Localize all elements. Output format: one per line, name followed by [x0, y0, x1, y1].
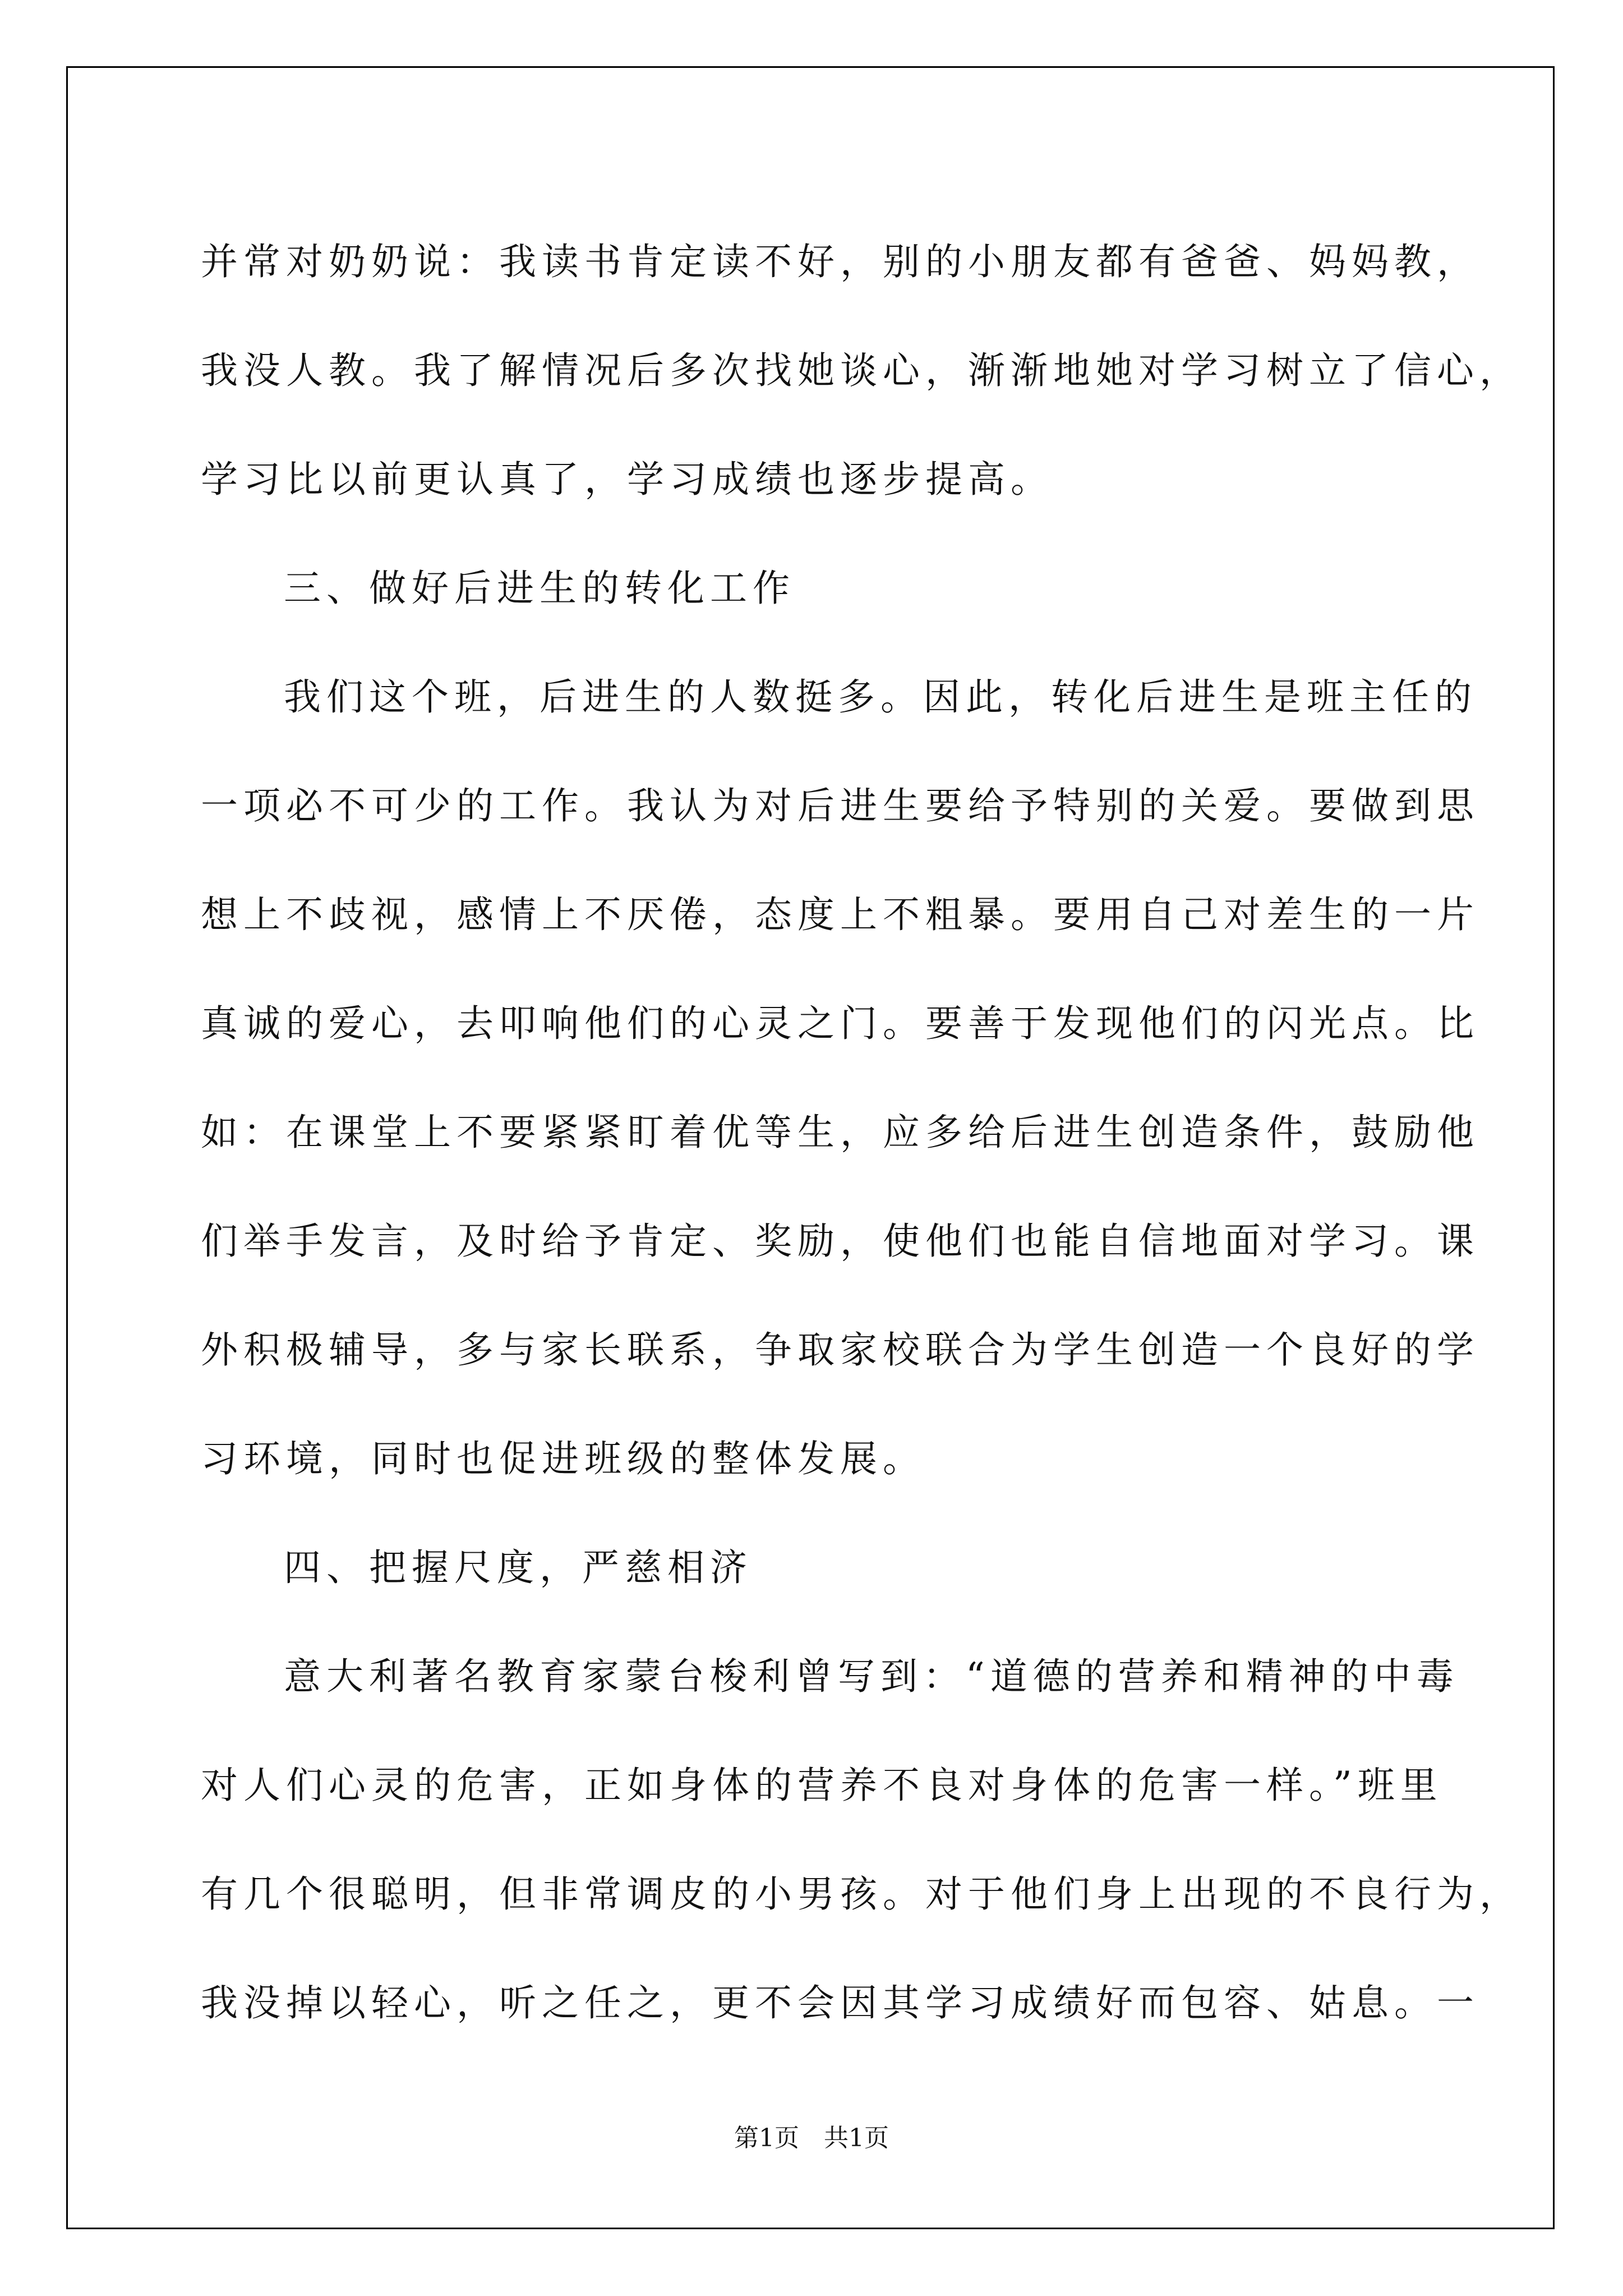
text-line: 外积极辅导，多与家长联系，争取家校联合为学生创造一个良好的学: [201, 1328, 1479, 1372]
text-line: 意大利著名教育家蒙台梭利曾写到：“道德的营养和精神的中毒: [284, 1655, 1459, 1698]
text-line: 我们这个班，后进生的人数挺多。因此，转化后进生是班主任的: [284, 675, 1477, 719]
page-footer: [0, 2118, 1623, 2154]
text-line: 习环境，同时也促进班级的整体发展。: [201, 1437, 925, 1480]
section-heading: 三、做好后进生的转化工作: [284, 567, 795, 610]
section-heading: 四、把握尺度，严慈相济: [284, 1546, 753, 1589]
text-line: 学习比以前更认真了，学习成绩也逐步提高。: [201, 458, 1053, 501]
page-number: 第1页: [734, 2124, 799, 2152]
text-line: 想上不歧视，感情上不厌倦，态度上不粗暴。要用自己对差生的一片: [201, 893, 1479, 936]
text-line: 们举手发言，及时给予肯定、奖励，使他们也能自信地面对学习。课: [201, 1220, 1479, 1263]
text-line: 对人们心灵的危害，正如身体的营养不良对身体的危害一样。”班里: [201, 1764, 1443, 1807]
text-line: 我没掉以轻心，听之任之，更不会因其学习成绩好而包容、姑息。一: [201, 1981, 1479, 2024]
text-line: 并常对奶奶说：我读书肯定读不好，别的小朋友都有爸爸、妈妈教，: [201, 240, 1479, 283]
text-line: 我没人教。我了解情况后多次找她谈心，渐渐地她对学习树立了信心，: [201, 349, 1522, 392]
page-total: 共1页: [824, 2124, 889, 2152]
text-line: 如：在课堂上不要紧紧盯着优等生，应多给后进生创造条件，鼓励他: [201, 1111, 1479, 1154]
text-line: 真诚的爱心，去叩响他们的心灵之门。要善于发现他们的闪光点。比: [201, 1002, 1479, 1045]
text-line: 有几个很聪明，但非常调皮的小男孩。对于他们身上出现的不良行为，: [201, 1872, 1522, 1916]
text-line: 一项必不可少的工作。我认为对后进生要给予特别的关爱。要做到思: [201, 784, 1479, 827]
document-body: [201, 208, 1522, 2058]
